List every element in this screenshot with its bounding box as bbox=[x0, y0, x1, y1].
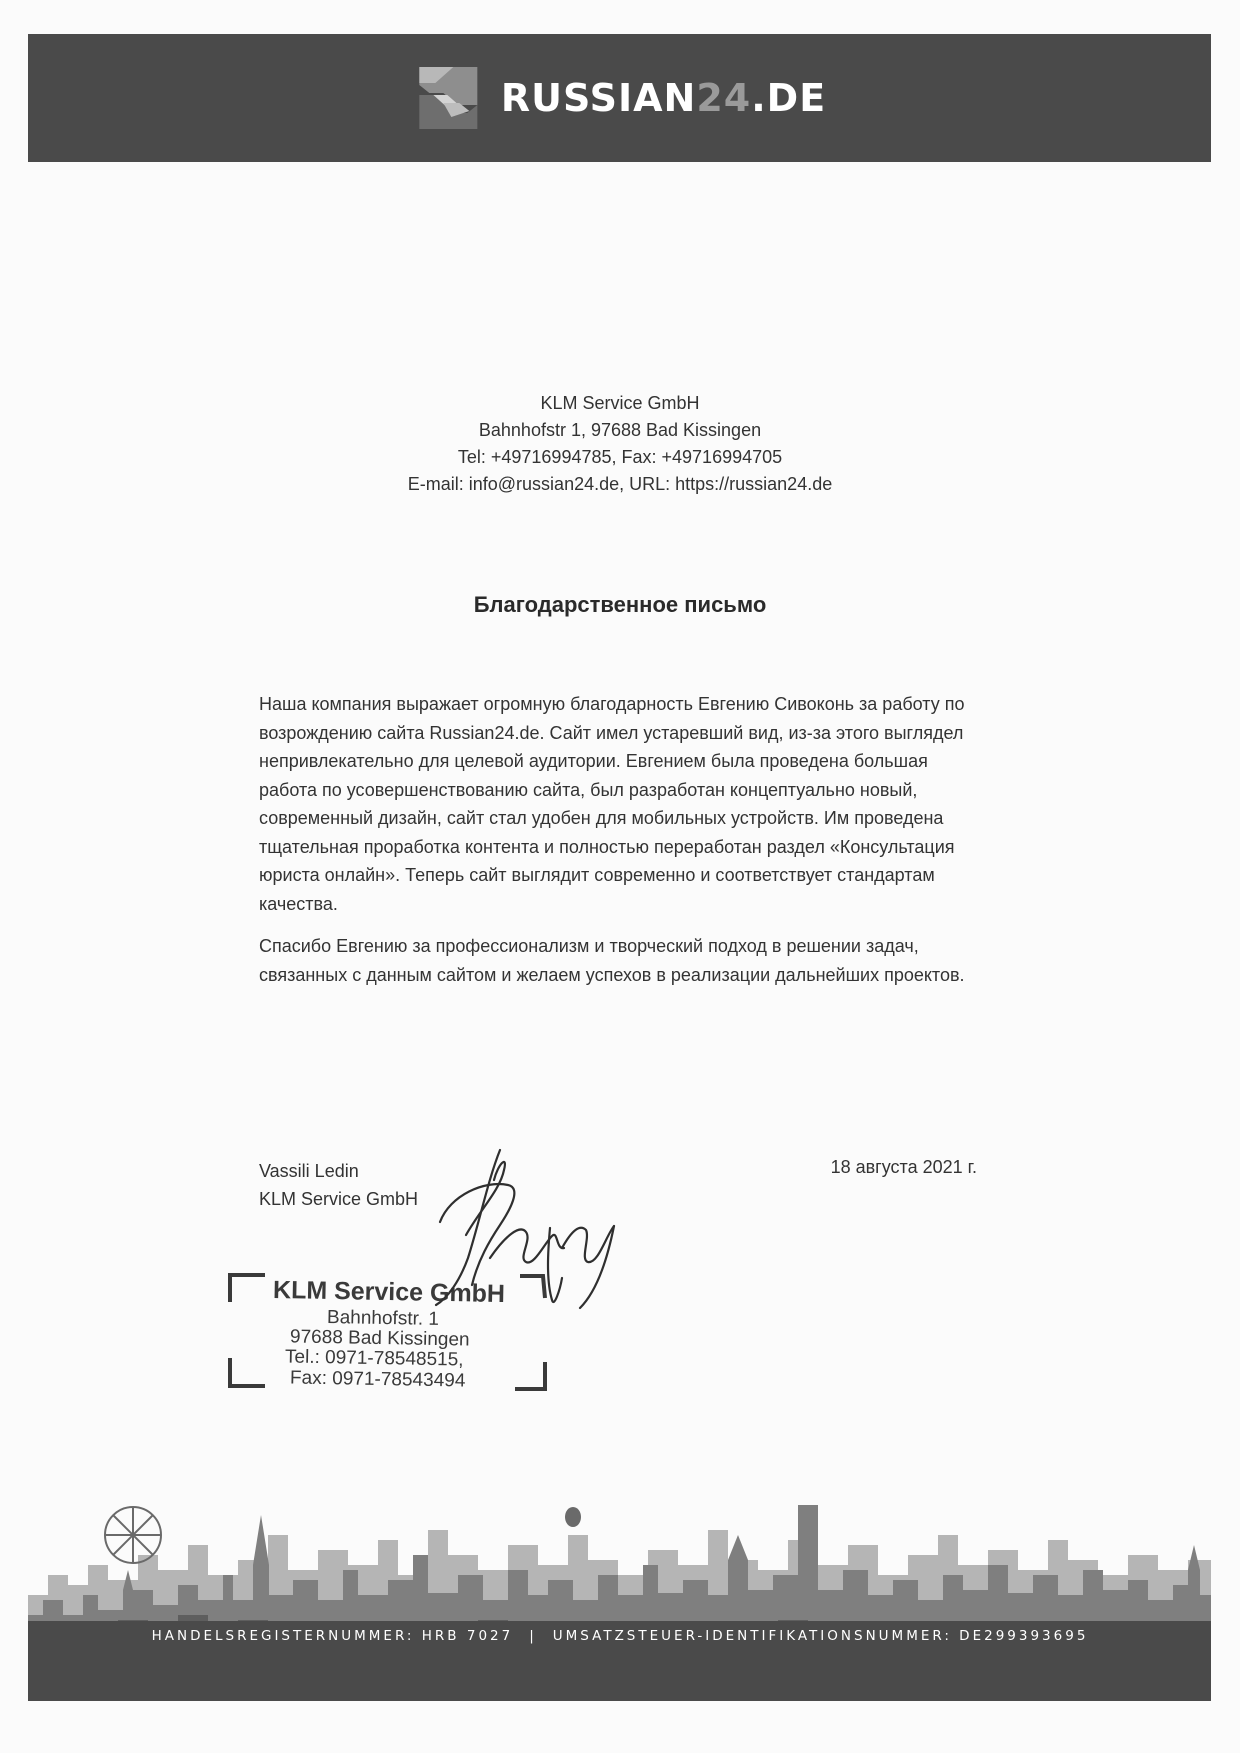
logo-text: RUSSIAN24.DE bbox=[500, 76, 827, 120]
company-address: Bahnhofstr 1, 97688 Bad Kissingen bbox=[478, 420, 762, 440]
letter-paragraph: Наша компания выражает огромную благодарность Евгению Сивоконь за работу по возрождению сайта Russian24.de. Сайт имел устаревший вид, из-за этого выглядел непривлекательно для целевой аудитории. Евгением была проведена большая работа по усовершенствованию сайта, был разработан концептуально новый, современный дизайн, сайт стал удобен для мобильных устройств. Им проведена тщательная проработка контента и полностью переработан раздел «Консультация юриста онлайн». Теперь сайт выглядит современно и соответствует стандартам качества. bbox=[259, 694, 965, 914]
company-email-url: E-mail: info@russian24.de, URL: https://russian24.de bbox=[407, 474, 833, 494]
company-name: KLM Service GmbH bbox=[540, 393, 700, 413]
footer-vat-number: UMSATZSTEUER-IDENTIFIKATIONSNUMMER: DE299393695 bbox=[552, 1628, 1089, 1644]
signer-company: KLM Service GmbH bbox=[259, 1189, 419, 1209]
footer-register-number: HANDELSREGISTERNUMMER: HRB 7027 bbox=[151, 1628, 514, 1644]
stamp-line: 97688 Bad Kissingen bbox=[289, 1326, 470, 1351]
handshake-logo-icon bbox=[413, 65, 483, 131]
footer-legal-info bbox=[0, 1628, 1240, 1644]
signer-name: Vassili Ledin bbox=[259, 1161, 359, 1181]
handwritten-signature bbox=[430, 1140, 630, 1310]
letter-date: 18 августа 2021 г. bbox=[830, 1157, 977, 1177]
logo bbox=[413, 65, 826, 131]
letter-title: Благодарственное письмо bbox=[473, 592, 767, 617]
footer-separator: | bbox=[529, 1628, 537, 1644]
letter-paragraph: Спасибо Евгению за профессионализм и творческий подход в решении задач, связанных с данным сайтом и желаем успехов в реализации дальнейших проектов. bbox=[259, 936, 965, 985]
company-address-block bbox=[0, 390, 1240, 498]
stamp-title: KLM Service GmbH bbox=[272, 1275, 506, 1309]
stamp-line: Fax: 0971-78543494 bbox=[289, 1367, 466, 1392]
signer-block bbox=[259, 1157, 418, 1213]
letterhead-banner bbox=[28, 34, 1211, 162]
letter-body bbox=[259, 690, 989, 1003]
stamp-line: Tel.: 0971-78548515, bbox=[284, 1346, 464, 1371]
company-phone-fax: Tel: +49716994785, Fax: +49716994705 bbox=[457, 447, 783, 467]
stamp-line: Bahnhofstr. 1 bbox=[326, 1307, 440, 1330]
